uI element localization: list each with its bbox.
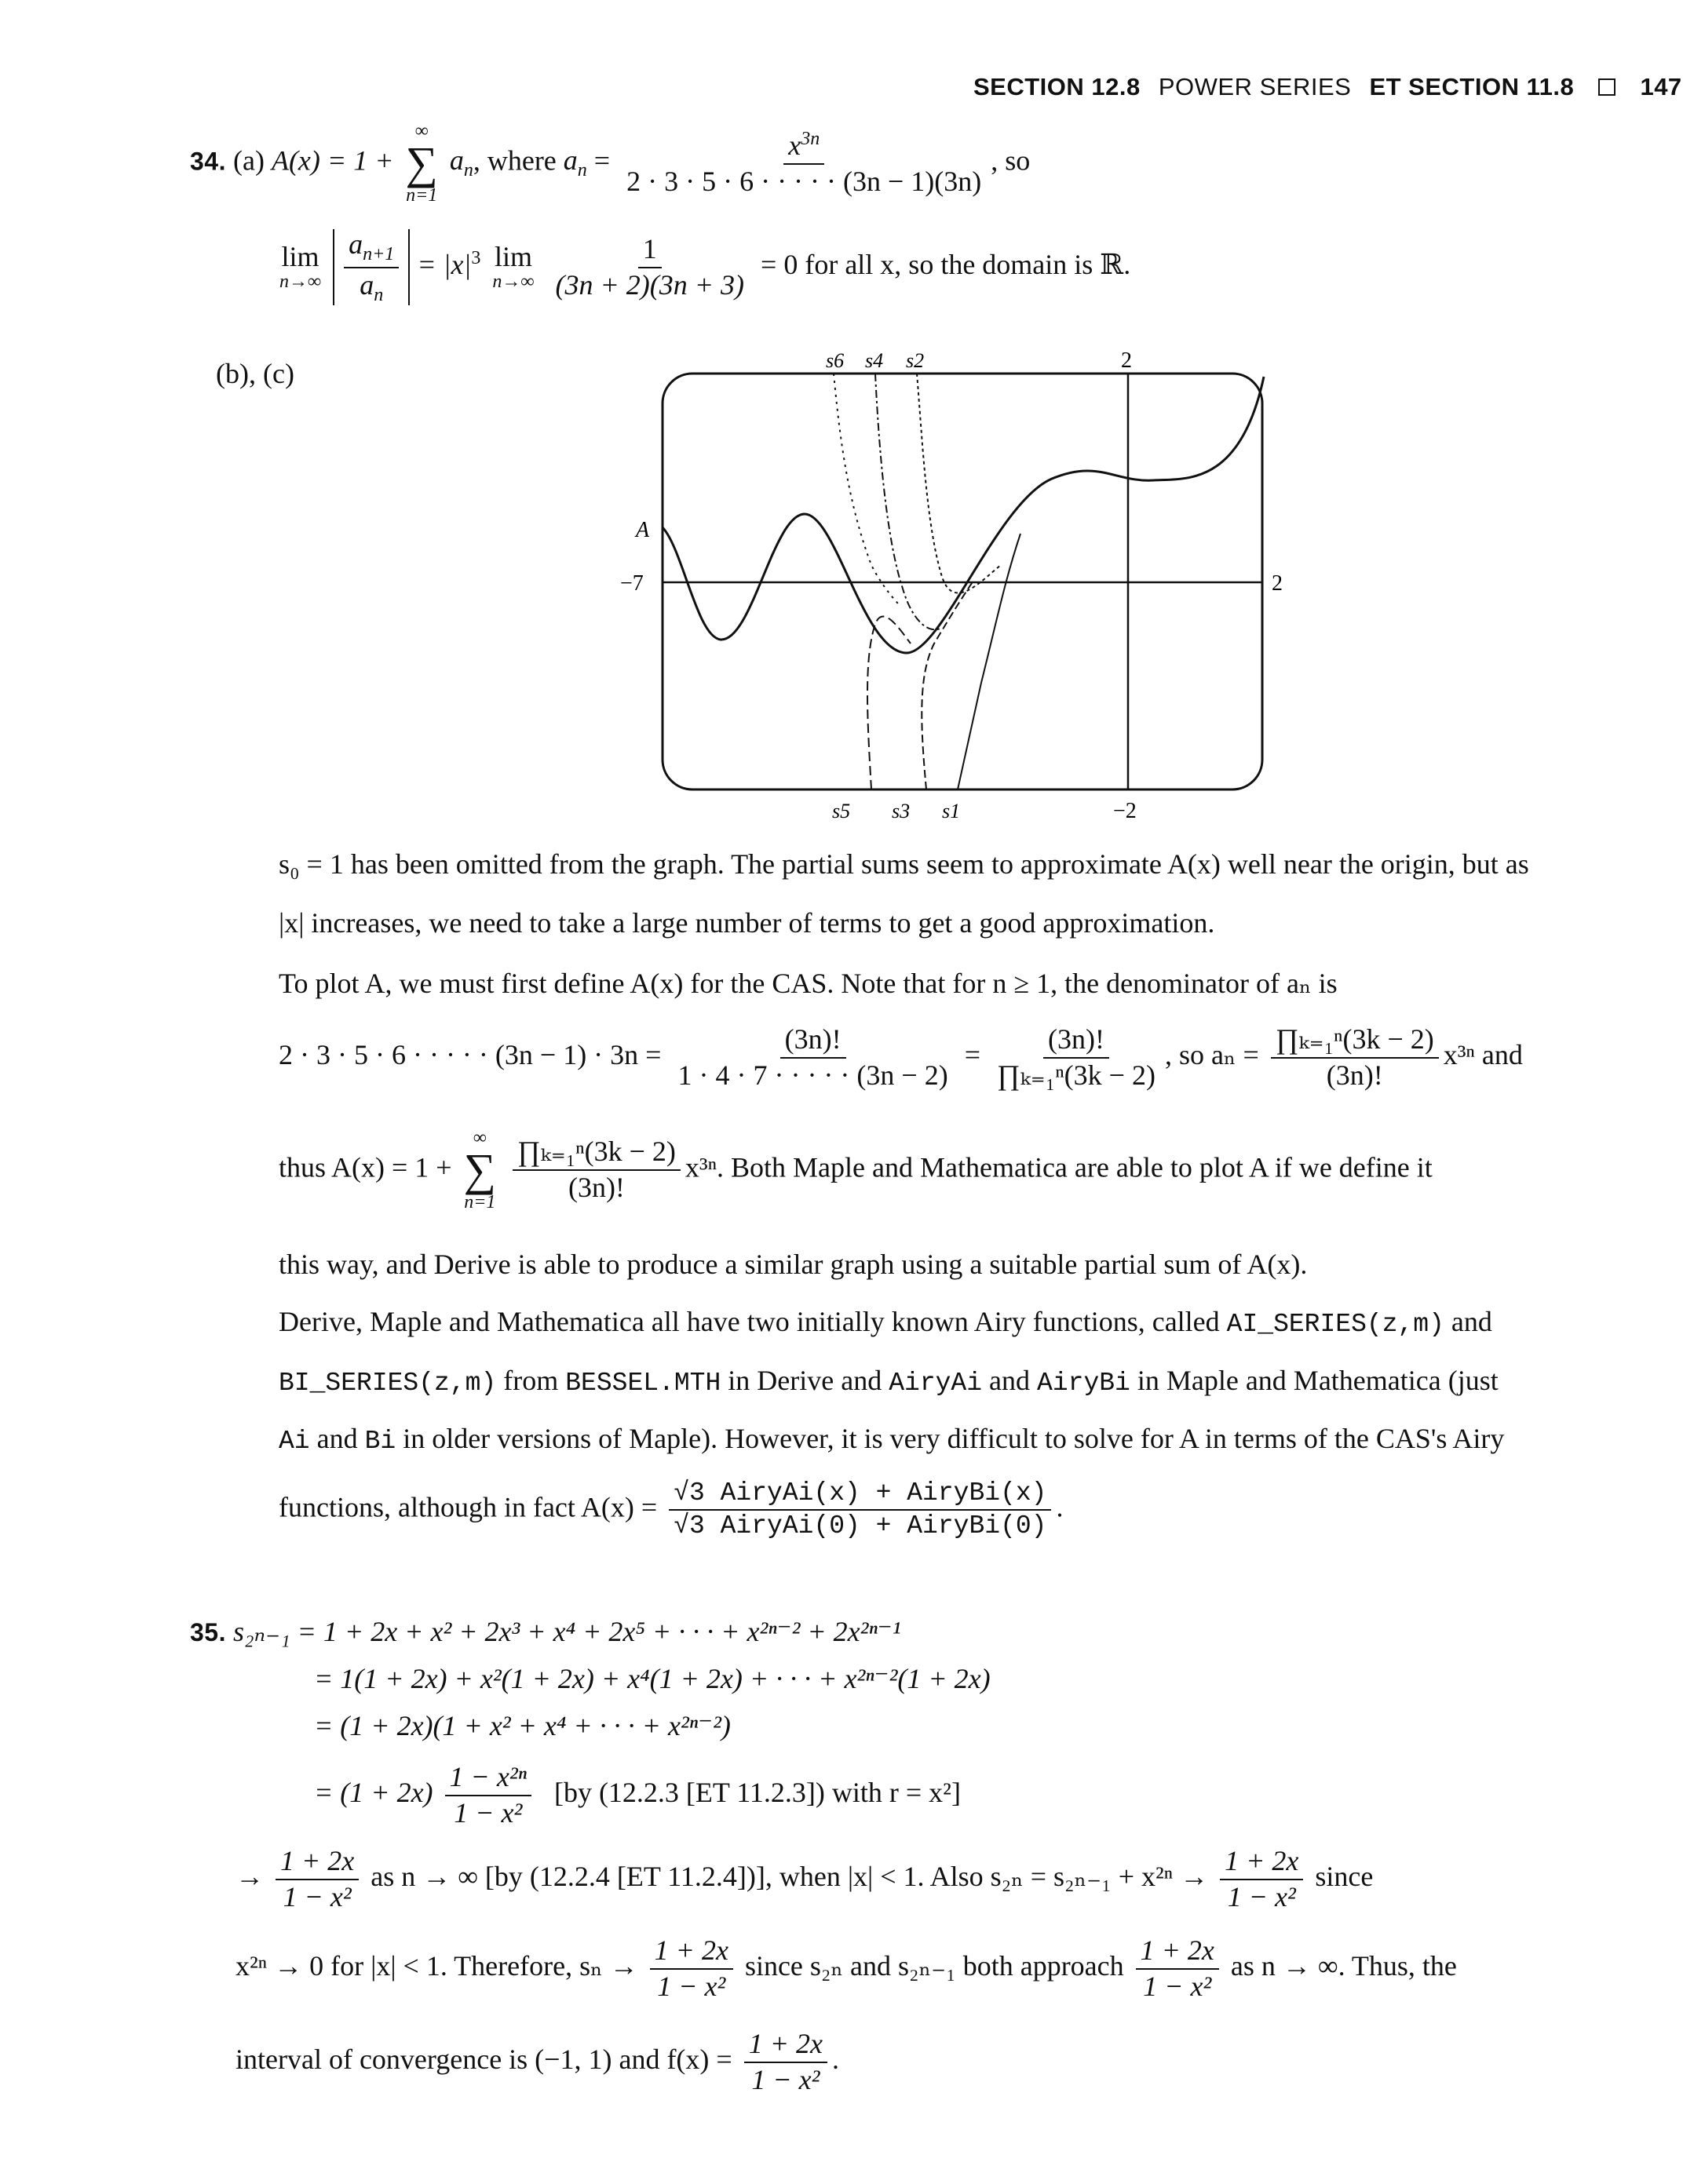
p35-line1: 35. s₂ₙ₋₁ = 1 + 2x + x² + 2x³ + x⁴ + 2x⁵ + · · · + x²ⁿ⁻² + 2x²ⁿ⁻¹ [190,1616,901,1647]
curve-s1 [958,534,1020,789]
p35-line2: = 1(1 + 2x) + x²(1 + 2x) + x⁴(1 + 2x) + · · · + x²ⁿ⁻²(1 + 2x) [314,1663,991,1694]
label-A: A [636,518,650,542]
section-title: POWER SERIES [1158,73,1352,100]
page-number: 147 [1640,73,1682,100]
p35-line3: = (1 + 2x)(1 + x² + x⁴ + · · · + x²ⁿ⁻²) [314,1710,731,1741]
running-header [973,73,1682,101]
section-label: SECTION 12.8 [973,73,1141,100]
para3: this way, and Derive is able to produce a similar graph using a suitable partial sum of A(x). [279,1249,1308,1280]
label-s2: s2 [906,349,925,372]
lim-result: = 0 for all x, so the domain is ℝ. [761,248,1131,280]
para1-line2: |x| increases, we need to take a large number of terms to get a good approximation. [279,907,1215,939]
a-lhs: A(x) = 1 + [271,144,394,177]
para1-line1: s₀ = 1 has been omitted from the graph. The partial sums seem to approximate A(x) well near the origin, but as [279,848,1529,880]
label-s5: s5 [832,800,851,822]
partial-sums-graph [612,345,1303,832]
label-xmin: −7 [620,571,644,596]
para7: functions, although in fact A(x) = $\frac{\text{√3 AiryAi(x) + AiryBi(x)}}{\text{√3 AiryAi(0) + AiryBi(0)}}$ . [279,1478,1064,1541]
para5: BI_SERIES(z,m) from BESSEL.MTH in Derive and AiryAi and AiryBi in Maple and Mathematica (just [279,1365,1499,1398]
curve-s4 [875,374,942,629]
para6: Ai and Bi in older versions of Maple). However, it is very difficult to solve for A in terms of the CAS's Airy [279,1423,1505,1456]
lim-eq: = |x| [417,248,472,280]
curve-s6 [834,374,899,604]
label-s6: s6 [826,349,845,372]
para2: To plot A, we must first define A(x) for the CAS. Note that for n ≥ 1, the denominator of aₙ is [279,968,1338,999]
p35-line7: interval of convergence is (−1, 1) and f(x) = $\frac{1 + 2x}{\text{1 − x²}}$ . [235,2028,839,2095]
label-ymax: 2 [1121,348,1132,373]
p34-line-a: 34. (a) A(x) = 1 + ∞ ∑ n=1 $a_n$, where $a_n$ = $\frac{x^{3n}}{2 \cdot 3 \cdot 5 \cdot 6 \cdot \cdot \cdot \cdot \cdot (3n - 1)(3n)}$ , so [190,121,1031,206]
label-s1: s1 [942,800,961,822]
curve-s5 [867,616,911,789]
sum-symbol: ∞ ∑ n=1 [405,121,438,206]
part-bc-label: (b), (c) [216,358,294,389]
p35-line4: = (1 + 2x) $\frac{\text{1 − x²ⁿ}}{\text{1 − x²}}$ [by (12.2.3 [ET 11.2.3]) with r = x²] [314,1761,961,1829]
curve-A [663,377,1264,653]
denominator-equation: 2 · 3 · 5 · 6 · · · · · (3n − 1) · 3n = $\frac{(3n)!}{1 \cdot 4 \cdot 7 \cdot \cdot \cdot \cdot \cdot (3n - 2)}$ = $\frac{(3n)!}{\text{∏ₖ₌₁ⁿ(3k − 2)}}$ , so aₙ = $\frac{\text{∏ₖ₌₁ⁿ(3k − 2)}}{(3n)!}$ x³ⁿ and [279,1023,1523,1091]
an-fraction: $\frac{x^{3n}}{2 \cdot 3 \cdot 5 \cdot 6 \cdot \cdot \cdot \cdot \cdot (3n - 1)(3n)}$ [622,129,986,197]
an-denominator: 2 · 3 · 5 · 6 · · · · · (3n − 1)(3n) [626,166,982,197]
label-xmax: 2 [1272,571,1283,596]
problem-number: 34. [190,147,226,176]
so-text: , so [991,144,1031,177]
curve-s2 [917,374,1001,593]
p34-limit-line: lim n→∞ $\frac{a_{n+1}}{a_n}$ = $|x|^3$ lim n→∞ $\frac{1}{(3n + 2)(3n + 3)}$ = 0 for all x, so the domain is ℝ. [279,228,1131,305]
p35-line5: → $\frac{1 + 2x}{\text{1 − x²}}$ as n → ∞ [by (12.2.4 [ET 11.2.4])], when |x| < 1. Also s₂ₙ = s₂ₙ₋₁ + x²ⁿ → $\frac{1 + 2x}{\text{1 − x²}}$ since [235,1845,1374,1912]
label-ymin: −2 [1113,799,1137,823]
part-a-label: (a) [232,144,265,177]
p35-line6: x²ⁿ → 0 for |x| < 1. Therefore, sₙ → $\frac{1 + 2x}{\text{1 − x²}}$ since s₂ₙ and s₂ₙ₋₁ both approach $\frac{1 + 2x}{\text{1 − x²}}$ as n → ∞. Thus, the [235,1934,1457,2002]
et-section-label: ET SECTION 11.8 [1369,73,1575,100]
para4: Derive, Maple and Mathematica all have two initially known Airy functions, called AI_SERIES(z,m) and [279,1306,1492,1339]
label-s3: s3 [892,800,911,822]
label-s4: s4 [865,349,884,372]
thus-equation: thus A(x) = 1 + ∞ ∑ n=1 $\frac{\text{∏ₖ₌₁ⁿ(3k − 2)}}{(3n)!}$ x³ⁿ. Both Maple and Mathematica are able to plot A if we define it [279,1128,1433,1212]
lim-fraction: $\frac{1}{(3n + 2)(3n + 3)}$ [555,232,745,301]
box-icon [1598,78,1616,96]
